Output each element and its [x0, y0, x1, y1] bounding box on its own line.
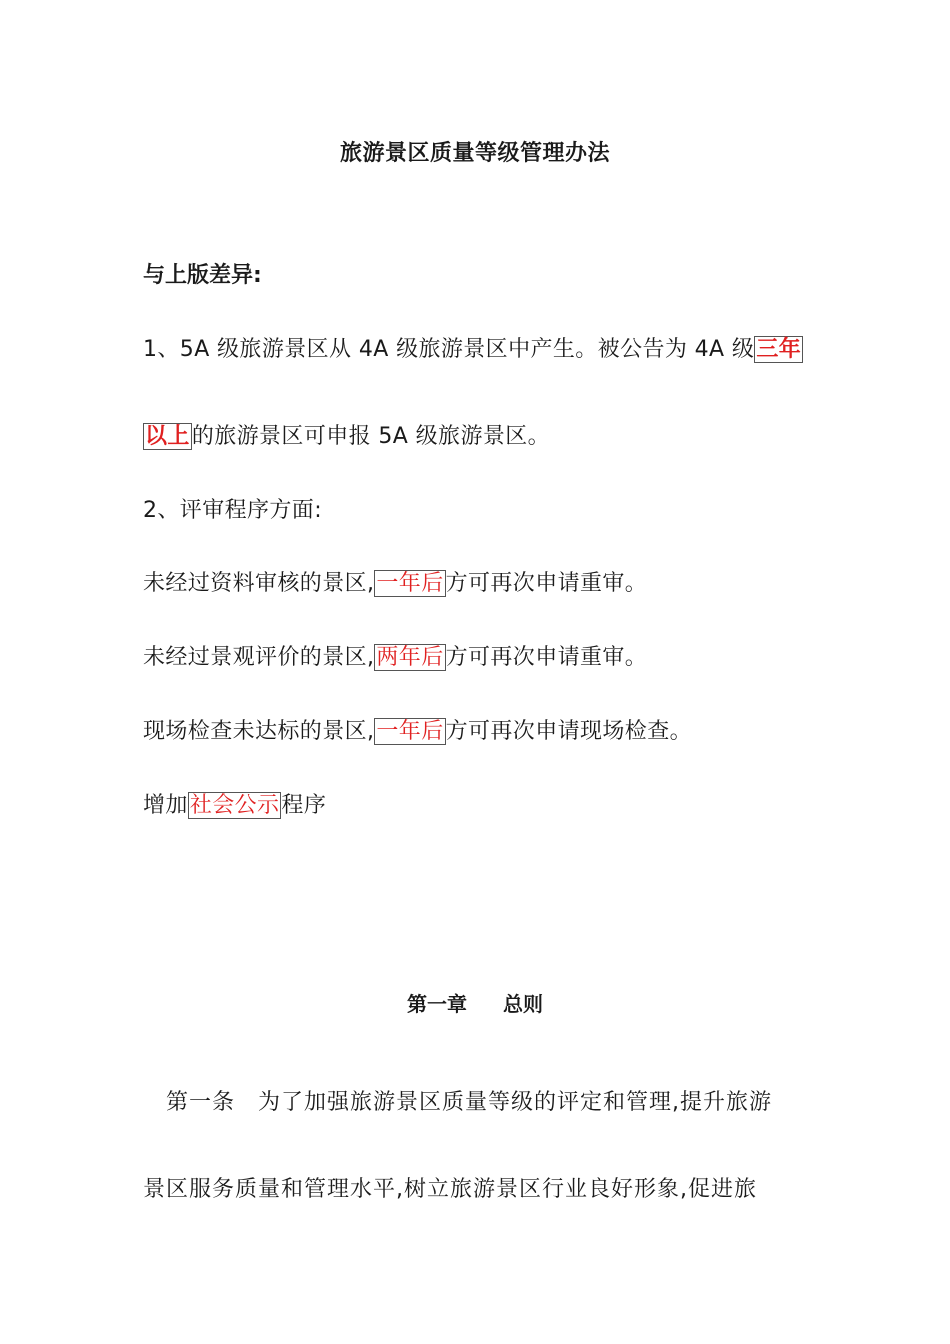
highlight-public-notice: 社会公示 — [189, 793, 280, 818]
highlight-one-year-after: 一年后 — [376, 571, 444, 596]
highlight-one-year-after: 一年后 — [376, 719, 444, 744]
item-2: 2、评审程序方面: — [143, 498, 323, 523]
review-row-after: 方可再次申请重审。 — [445, 571, 648, 596]
chapter-number: 第一章 — [407, 992, 467, 1016]
review-row-after: 方可再次申请重审。 — [445, 645, 648, 670]
review-row-before: 未经过景观评价的景区, — [143, 645, 375, 670]
chapter-name: 总则 — [503, 992, 543, 1016]
article-1-line-2: 景区服务质量和管理水平,树立旅游景区行业良好形象,促进旅 — [143, 1177, 757, 1202]
review-row-after: 方可再次申请现场检查。 — [445, 719, 693, 744]
item-1-text-cont: 的旅游景区可申报 5A 级旅游景区。 — [191, 424, 551, 449]
highlight-above: 以上 — [145, 424, 190, 449]
item-1-line-2 — [143, 419, 550, 450]
review-row-1 — [143, 566, 647, 597]
review-row-2 — [143, 640, 647, 671]
article-1-line-1: 第一条 为了加强旅游景区质量等级的评定和管理,提升旅游 — [143, 1090, 772, 1115]
document-title: 旅游景区质量等级管理办法 — [339, 141, 610, 166]
highlight-three-years: 三年 — [756, 337, 802, 362]
item-1-line-1 — [143, 332, 803, 363]
chapter-heading — [0, 988, 950, 1017]
diff-heading: 与上版差异: — [143, 263, 262, 288]
add-row-before: 增加 — [143, 793, 188, 818]
add-publicity-row — [143, 788, 326, 819]
add-row-after: 程序 — [281, 793, 327, 818]
item-1-text: 1、5A 级旅游景区从 4A 级旅游景区中产生。被公告为 4A 级 — [143, 337, 755, 362]
highlight-two-years-after: 两年后 — [376, 645, 444, 670]
review-row-3 — [143, 714, 692, 745]
review-row-before: 现场检查未达标的景区, — [143, 719, 375, 744]
review-row-before: 未经过资料审核的景区, — [143, 571, 375, 596]
